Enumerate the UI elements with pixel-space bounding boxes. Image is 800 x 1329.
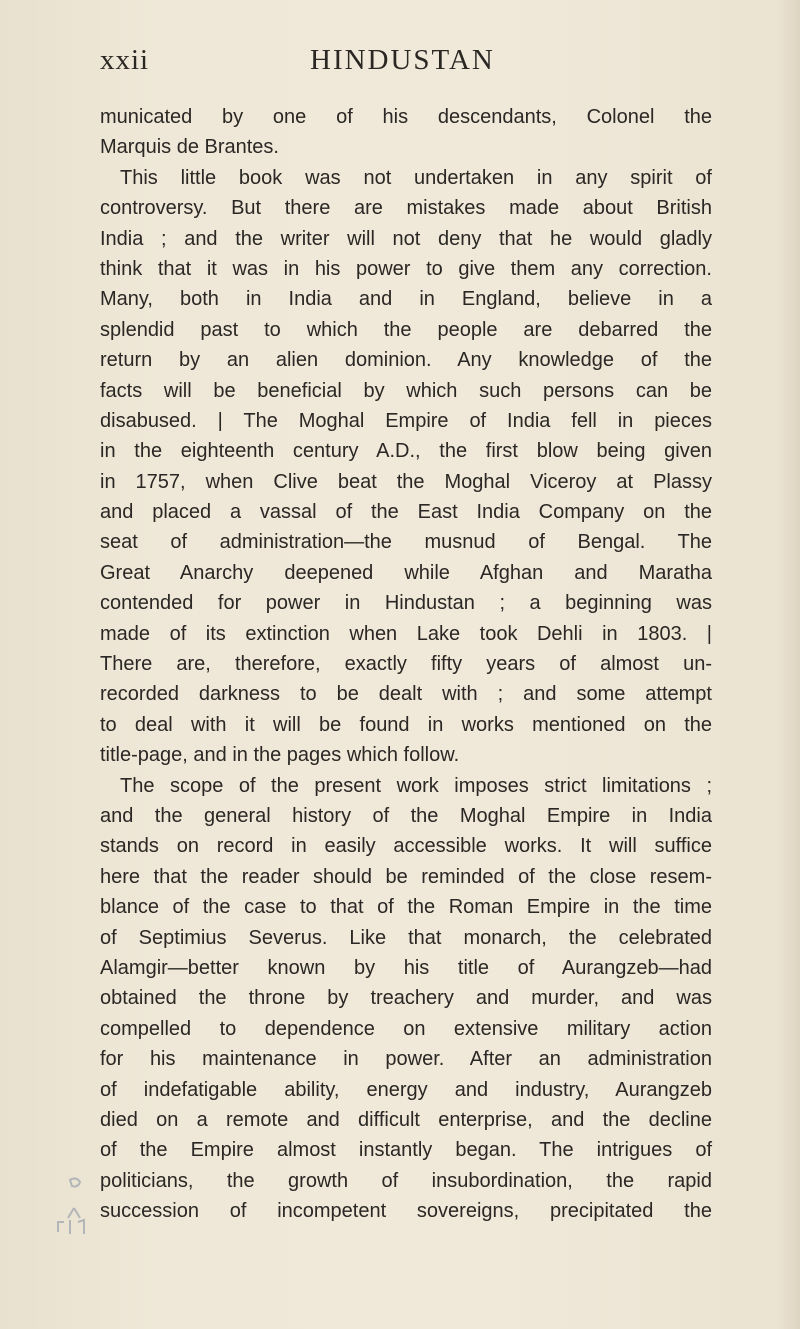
text-line-10: facts will be beneficial by which such persons can be: [100, 379, 712, 402]
text-line-33: of indefatigable ability, energy and industry, Aurangzeb: [100, 1078, 712, 1101]
text-line-14: and placed a vassal of the East India Company on the: [100, 501, 712, 524]
stamp-mark-icon: [52, 1172, 98, 1272]
text-line-28: of Septimius Severus. Like that monarch, the celebrated: [100, 926, 712, 949]
text-line-17: contended for power in Hindustan ; a beginning was: [100, 592, 712, 615]
text-line-5: India ; and the writer will not deny that he would gladly: [100, 227, 712, 250]
text-line-37: succession of incompetent sovereigns, precipitated the: [100, 1200, 712, 1223]
text-line-9: return by an alien dominion. Any knowledge of the: [100, 349, 712, 372]
text-line-16: Great Anarchy deepened while Afghan and Maratha: [100, 561, 712, 584]
text-line-20: recorded darkness to be dealt with ; and some attempt: [100, 683, 712, 706]
text-line-26: here that the reader should be reminded of the close resem-: [100, 865, 712, 888]
text-line-24: and the general history of the Moghal Empire in India: [100, 804, 712, 827]
text-line-4: controversy. But there are mistakes made about British: [100, 197, 712, 220]
text-line-7: Many, both in India and in England, believe in a: [100, 288, 712, 311]
text-line-22: title-page, and in the pages which follow.: [100, 744, 460, 767]
library-stamp-mark: [52, 1172, 98, 1272]
text-line-23: The scope of the present work imposes strict limitations ;: [120, 774, 712, 797]
text-line-35: of the Empire almost instantly began. The intrigues of: [100, 1139, 712, 1162]
text-line-6: think that it was in his power to give them any correction.: [100, 257, 712, 280]
running-head: HINDUSTAN: [310, 44, 495, 76]
text-line-32: for his maintenance in power. After an administration: [100, 1048, 712, 1071]
text-line-31: compelled to dependence on extensive military action: [100, 1017, 712, 1040]
text-line-8: splendid past to which the people are debarred the: [100, 318, 712, 341]
text-line-34: died on a remote and difficult enterprise, and the decline: [100, 1108, 712, 1131]
text-line-15: seat of administration—the musnud of Bengal. The: [100, 531, 712, 554]
page-header: [98, 44, 710, 94]
text-line-1: municated by one of his descendants, Colonel the: [100, 106, 712, 128]
text-line-2: Marquis de Brantes.: [100, 136, 279, 159]
text-line-25: stands on record in easily accessible works. It will suffice: [100, 835, 712, 858]
text-line-29: Alamgir—better known by his title of Aurangzeb—had: [100, 956, 712, 979]
text-line-11: disabused. | The Moghal Empire of India fell in pieces: [100, 409, 712, 432]
text-line-12: in the eighteenth century A.D., the first blow being given: [100, 440, 712, 463]
text-line-30: obtained the throne by treachery and murder, and was: [100, 987, 712, 1010]
text-line-27: blance of the case to that of the Roman Empire in the time: [100, 896, 712, 919]
page-number: xxii: [100, 44, 150, 76]
text-line-3: This little book was not undertaken in any spirit of: [120, 166, 712, 189]
page-edge-shadow: [778, 0, 800, 1329]
text-line-36: politicians, the growth of insubordination, the rapid: [100, 1169, 712, 1192]
text-line-18: made of its extinction when Lake took Dehli in 1803. |: [100, 622, 712, 645]
text-line-21: to deal with it will be found in works mentioned on the: [100, 713, 712, 736]
body-text: [100, 102, 712, 1226]
text-line-13: in 1757, when Clive beat the Moghal Viceroy at Plassy: [100, 470, 712, 493]
text-line-19: There are, therefore, exactly fifty years of almost un-: [100, 653, 712, 676]
